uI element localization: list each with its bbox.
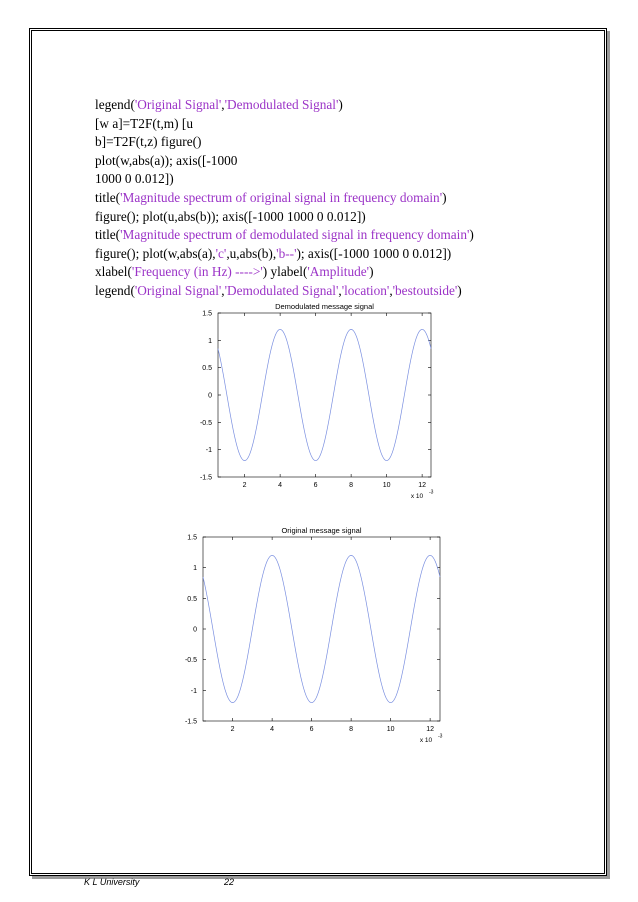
code-string: 'Frequency (in Hz) ---->': [131, 264, 263, 280]
code-line: [95, 133, 595, 152]
code-text: 1000 0 0.012]): [95, 171, 174, 187]
code-line: [95, 96, 595, 115]
code-text: ); axis([-1000 1000 0 0.012]): [296, 245, 452, 261]
x-multiplier-exponent: -3: [438, 733, 443, 740]
y-tick-label: -0.5: [199, 419, 212, 427]
code-line: [95, 208, 595, 227]
code-text: title(: [95, 227, 121, 243]
x-tick-label: 8: [349, 482, 354, 489]
signal-line: [218, 329, 431, 460]
code-string: 'b--': [276, 245, 297, 261]
code-text: ): [338, 97, 343, 112]
code-text: ,: [221, 97, 225, 112]
code-text: xlabel(: [95, 264, 132, 280]
code-text: ,: [338, 282, 342, 298]
x-multiplier-label: x 10: [410, 493, 424, 500]
x-tick-label: 12: [426, 726, 435, 733]
y-tick-label: -1: [205, 447, 212, 455]
code-block: [95, 96, 595, 301]
x-tick-label: 6: [313, 482, 318, 489]
x-tick-label: 10: [386, 726, 395, 733]
y-tick-label: 0: [208, 392, 212, 400]
code-text: ,u,abs(b),: [226, 245, 277, 261]
y-tick-label: -1: [190, 687, 197, 695]
code-text: ): [457, 282, 462, 298]
code-text: figure(); plot(u,abs(b)); axis([-1000 1000 0 0.012]): [95, 208, 366, 224]
footer-institution: K L University: [84, 877, 140, 887]
code-text: ,: [389, 282, 393, 298]
x-tick-label: 4: [278, 482, 283, 489]
original-signal-plot: [155, 515, 455, 760]
code-text: plot(w,abs(a)); axis([-1000: [95, 152, 238, 168]
y-tick-label: 1.5: [202, 310, 212, 318]
y-tick-label: -1.5: [199, 474, 212, 482]
x-tick-label: 6: [309, 726, 314, 733]
code-line: [95, 152, 595, 171]
code-string: 'Amplitude': [307, 264, 370, 280]
x-tick-label: 8: [349, 726, 354, 733]
y-tick-label: 0.5: [202, 365, 212, 373]
code-string: 'Original Signal': [134, 97, 222, 112]
code-string: 'Magnitude spectrum of demodulated signal in frequency domain': [120, 227, 470, 243]
code-text: ,: [221, 282, 225, 298]
code-string: 'bestoutside': [392, 282, 458, 298]
code-line: [95, 226, 595, 245]
code-text: legend(: [95, 282, 135, 298]
x-multiplier-exponent: -3: [429, 489, 434, 496]
code-line: [95, 170, 595, 189]
signal-line: [203, 555, 440, 702]
plot-title: Demodulated message signal: [275, 302, 374, 311]
code-line: [95, 245, 595, 264]
code-text: b]=T2F(t,z) figure(): [95, 134, 202, 150]
code-text: ): [469, 227, 474, 243]
footer-page-number: 22: [224, 877, 235, 887]
y-tick-label: 0: [193, 626, 197, 634]
code-text: figure(); plot(w,abs(a),: [95, 245, 216, 261]
code-text: [w a]=T2F(t,m) [u: [95, 115, 193, 131]
code-string: 'c': [215, 245, 227, 261]
code-text: legend(: [95, 97, 135, 112]
y-tick-label: -0.5: [184, 657, 197, 665]
code-text: ): [442, 189, 447, 205]
code-string: 'Original Signal': [134, 282, 222, 298]
code-text: ): [369, 264, 374, 280]
plot-title: Original message signal: [281, 526, 362, 535]
code-string: 'Magnitude spectrum of original signal in frequency domain': [120, 189, 443, 205]
y-tick-label: 0.5: [187, 595, 197, 603]
y-tick-label: 1.5: [187, 534, 197, 542]
code-line: [95, 189, 595, 208]
y-tick-label: 1: [193, 565, 197, 573]
code-string: 'Demodulated Signal': [224, 282, 339, 298]
code-text: ) ylabel(: [262, 264, 308, 280]
y-tick-label: -1.5: [184, 718, 197, 726]
x-tick-label: 2: [230, 726, 235, 733]
plot-axes-box: [203, 537, 440, 721]
x-tick-label: 2: [242, 482, 247, 489]
code-string: 'Demodulated Signal': [224, 97, 339, 112]
code-line: [95, 263, 595, 282]
code-text: title(: [95, 189, 121, 205]
code-string: 'location': [341, 282, 390, 298]
demodulated-signal-plot: [170, 295, 450, 505]
y-tick-label: 1: [208, 337, 212, 345]
plot-axes-box: [218, 313, 431, 477]
x-tick-label: 4: [270, 726, 275, 733]
x-multiplier-label: x 10: [419, 737, 433, 744]
x-tick-label: 10: [382, 482, 391, 489]
code-line: [95, 115, 595, 134]
x-tick-label: 12: [418, 482, 427, 489]
